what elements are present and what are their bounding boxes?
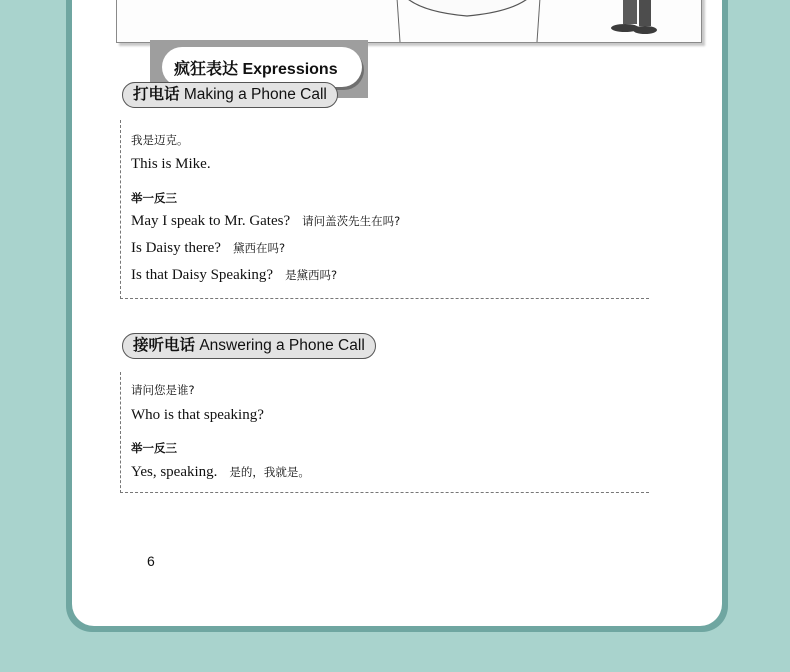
phrase-en: This is Mike. bbox=[131, 156, 211, 172]
section-title-en: Making a Phone Call bbox=[183, 86, 327, 103]
variant-line bbox=[131, 212, 400, 230]
section-title-zh: 接听电话 bbox=[133, 337, 196, 354]
section-box-answering-call bbox=[120, 372, 649, 493]
variant-zh: 请问盖茨先生在吗? bbox=[302, 214, 401, 228]
variant-line bbox=[131, 266, 337, 284]
variant-zh: 是黛西吗? bbox=[285, 268, 338, 282]
variant-zh: 是的，我就是。 bbox=[229, 465, 310, 479]
variant-zh: 黛西在吗? bbox=[232, 241, 286, 255]
section-title-making-call bbox=[122, 82, 338, 108]
section-box-making-call bbox=[120, 120, 649, 299]
phrase-zh: 我是迈克。 bbox=[131, 133, 189, 147]
section-title-en: Answering a Phone Call bbox=[199, 337, 365, 354]
variant-en: Is that Daisy Speaking? bbox=[131, 267, 274, 283]
phrase-zh: 请问您是谁? bbox=[131, 383, 195, 397]
variant-line bbox=[131, 463, 310, 481]
book-page bbox=[72, 0, 722, 626]
page-number: 6 bbox=[147, 553, 155, 569]
section-title-zh: 打电话 bbox=[133, 86, 180, 103]
variants-heading: 举一反三 bbox=[131, 191, 177, 205]
variant-en: May I speak to Mr. Gates? bbox=[131, 213, 291, 229]
variant-en: Yes, speaking. bbox=[131, 464, 218, 480]
variants-heading: 举一反三 bbox=[131, 441, 177, 455]
variant-en: Is Daisy there? bbox=[131, 240, 221, 256]
variant-line bbox=[131, 239, 285, 257]
section-title-answering-call bbox=[122, 333, 376, 359]
phrase-en: Who is that speaking? bbox=[131, 407, 264, 423]
cartoon-illustration bbox=[116, 0, 702, 43]
expressions-banner-text: 疯狂表达 Expressions bbox=[174, 61, 338, 78]
